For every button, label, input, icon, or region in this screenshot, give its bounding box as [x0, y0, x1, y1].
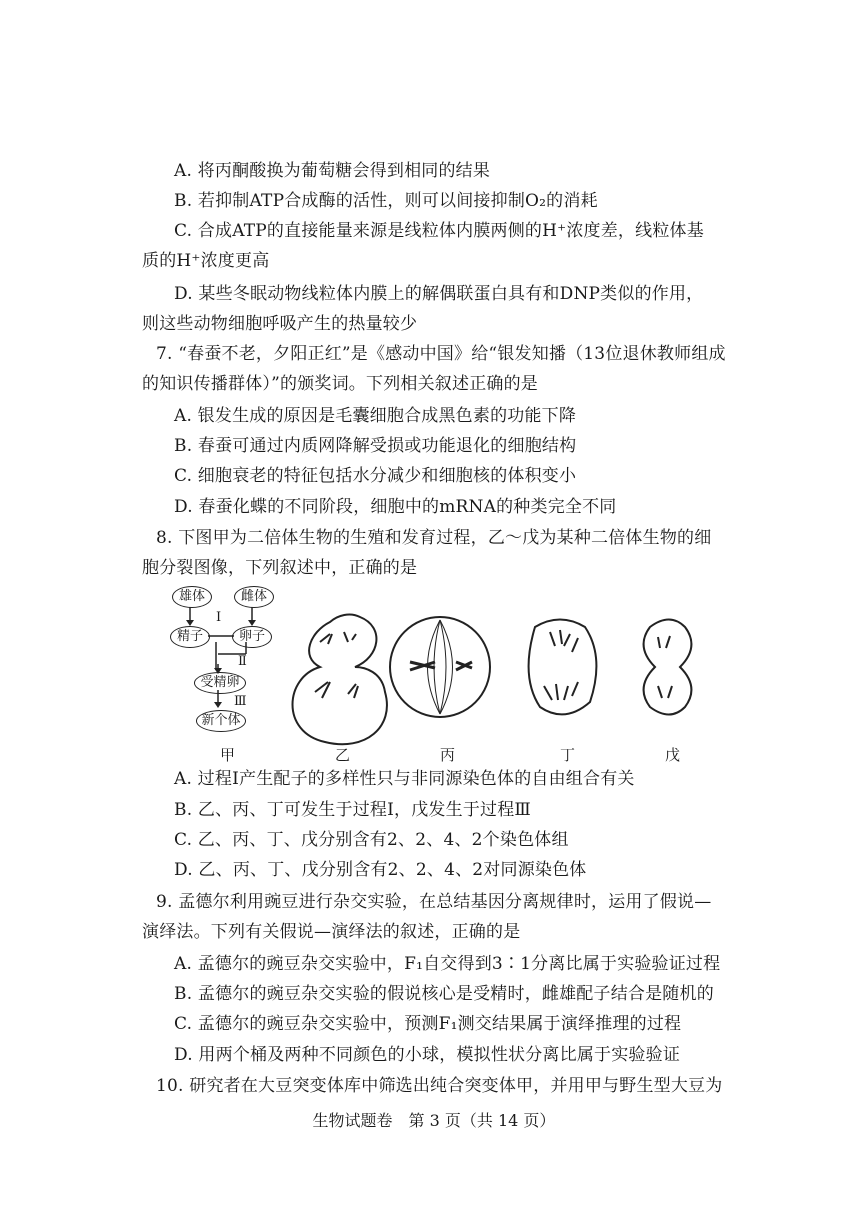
figure-label-yi: 乙 [335, 746, 351, 764]
line-25: 10. 研究者在大豆突变体库中筛选出纯合突变体甲，并用甲与野生型大豆为 [156, 1076, 723, 1096]
figure-label-wu: 戊 [665, 746, 681, 764]
line-1: A. 将丙酮酸换为葡萄糖会得到相同的结果 [174, 161, 491, 181]
egg-node: 卵子 [232, 626, 272, 648]
line-23: C. 孟德尔的豌豆杂交实验中，预测F₁测交结果属于演绎推理的过程 [174, 1014, 682, 1034]
figure-drawing [160, 582, 720, 767]
line-16: B. 乙、丙、丁可发生于过程Ⅰ，戊发生于过程Ⅲ [174, 800, 532, 820]
figure-label-bing: 丙 [440, 746, 456, 764]
zygote-node: 受精卵 [194, 672, 246, 694]
line-19: 9. 孟德尔利用豌豆进行杂交实验，在总结基因分离规律时，运用了假说— [156, 892, 712, 912]
figure-label-ding: 丁 [560, 746, 576, 764]
line-18: D. 乙、丙、丁、戊分别含有2、2、4、2对同源染色体 [174, 860, 587, 880]
line-6: 则这些动物细胞呼吸产生的热量较少 [142, 314, 418, 334]
line-24: D. 用两个桶及两种不同颜色的小球，模拟性状分离比属于实验验证 [174, 1045, 681, 1065]
line-15: A. 过程Ⅰ产生配子的多样性只与非同源染色体的自由组合有关 [174, 769, 635, 789]
line-22: B. 孟德尔的豌豆杂交实验的假说核心是受精时，雌雄配子结合是随机的 [174, 984, 714, 1004]
line-11: C. 细胞衰老的特征包括水分减少和细胞核的体积变小 [174, 466, 577, 486]
new-individual-node: 新个体 [196, 710, 246, 732]
line-12: D. 春蚕化蝶的不同阶段，细胞中的mRNA的种类完全不同 [174, 497, 617, 517]
step-2-label: Ⅱ [238, 654, 247, 669]
line-9: A. 银发生成的原因是毛囊细胞合成黑色素的功能下降 [174, 406, 577, 426]
sperm-node: 精子 [170, 626, 210, 648]
line-7: 7. “春蚕不老，夕阳正红”是《感动中国》给“银发知播（13位退休教师组成 [156, 344, 726, 364]
line-2: B. 若抑制ATP合成酶的活性，则可以间接抑制O₂的消耗 [174, 191, 598, 211]
line-10: B. 春蚕可通过内质网降解受损或功能退化的细胞结构 [174, 436, 577, 456]
line-3: C. 合成ATP的直接能量来源是线粒体内膜两侧的H⁺浓度差，线粒体基 [174, 221, 704, 241]
line-14: 胞分裂图像，下列叙述中，正确的是 [142, 558, 418, 578]
line-13: 8. 下图甲为二倍体生物的生殖和发育过程，乙～戊为某种二倍体生物的细 [156, 528, 712, 548]
male-node: 雄体 [172, 586, 212, 608]
line-8: 的知识传播群体）”的颁奖词。下列相关叙述正确的是 [142, 374, 538, 394]
line-5: D. 某些冬眠动物线粒体内膜上的解偶联蛋白具有和DNP类似的作用， [174, 284, 704, 304]
line-4: 质的H⁺浓度更高 [142, 251, 270, 271]
line-20: 演绎法。下列有关假说—演绎法的叙述，正确的是 [142, 922, 521, 942]
line-21: A. 孟德尔的豌豆杂交实验中，F₁自交得到3∶1分离比属于实验验证过程 [174, 954, 721, 974]
step-1-label: Ⅰ [216, 610, 222, 625]
figure-label-jia: 甲 [220, 746, 236, 764]
female-node: 雌体 [234, 586, 274, 608]
page-footer: 生物试题卷 第 3 页（共 14 页） [312, 1111, 556, 1130]
line-17: C. 乙、丙、丁、戊分别含有2、2、4、2个染色体组 [174, 830, 569, 850]
cell-division-figure [160, 582, 720, 767]
step-3-label: Ⅲ [234, 694, 247, 709]
